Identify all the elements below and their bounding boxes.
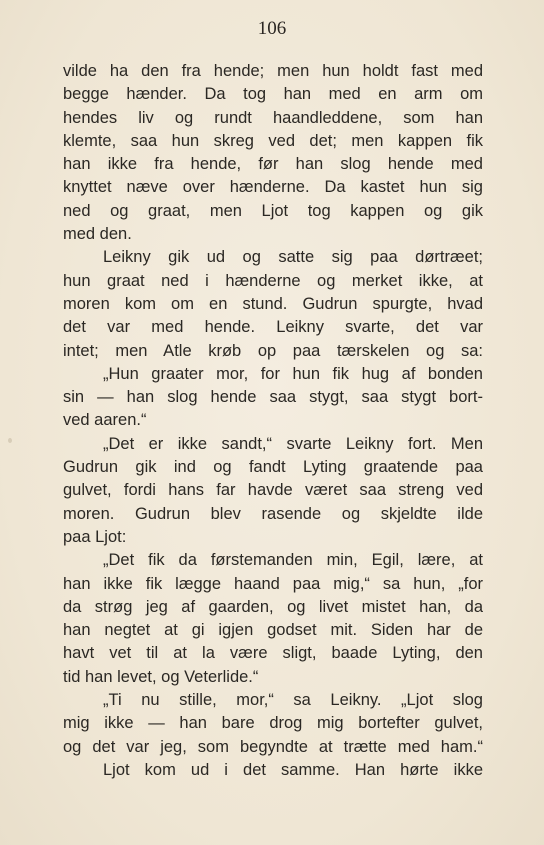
text-line: sin — han slog hende saa stygt, saa stygt bort- <box>63 388 483 407</box>
text-line: ned og graat, men Ljot tog kappen og gik <box>63 201 483 220</box>
text-line: hendes liv og rundt haandleddene, som han <box>63 108 483 127</box>
paper-speck <box>8 438 12 443</box>
page-number: 106 <box>257 18 287 39</box>
text-line: vilde ha den fra hende; men hun holdt fast med <box>63 62 483 80</box>
text-line: tid han levet, og Veterlide.“ <box>63 667 259 686</box>
text-line: Gudrun gik ind og fandt Lyting graatende paa <box>63 458 483 477</box>
text-line: han ikke fra hende, før han slog hende med <box>63 155 483 174</box>
text-line: da strøg jeg af gaarden, og livet mistet han, da <box>63 597 483 616</box>
text-line: gulvet, fordi hans far havde været saa streng ved <box>63 481 483 500</box>
text-line: „Ti nu stille, mor,“ sa Leikny. „Ljot slog <box>103 691 483 710</box>
text-line: med den. <box>63 225 132 244</box>
text-line: moren kom om en stund. Gudrun spurgte, hvad <box>63 294 483 313</box>
text-line: mig ikke — han bare drog mig bortefter gulvet, <box>63 714 483 733</box>
text-line: Ljot kom ud i det samme. Han hørte ikke <box>103 760 483 779</box>
text-line: Leikny gik ud og satte sig paa dørtræet; <box>103 248 483 267</box>
text-line: moren. Gudrun blev rasende og skjeldte ilde <box>63 504 483 523</box>
body-text <box>63 60 483 782</box>
text-line: „Det er ikke sandt,“ svarte Leikny fort. Men <box>103 434 483 453</box>
text-line: „Det fik da førstemanden min, Egil, lære, at <box>103 551 483 570</box>
text-line: hun graat ned i hænderne og merket ikke, at <box>63 271 483 290</box>
text-line: begge hænder. Da tog han med en arm om <box>63 85 483 104</box>
text-line: paa Ljot: <box>63 527 127 546</box>
text-line: og det var jeg, som begyndte at trætte med ham.“ <box>63 737 483 756</box>
text-line: det var med hende. Leikny svarte, det var <box>63 318 483 337</box>
text-line: intet; men Atle krøb op paa tærskelen og sa: <box>63 341 483 360</box>
text-line: „Hun graater mor, for hun fik hug af bonden <box>103 364 483 383</box>
text-line: havt vet til at la være sligt, baade Lyting, den <box>63 644 483 663</box>
text-line: knyttet næve over hænderne. Da kastet hun sig <box>63 178 483 197</box>
text-line: ved aaren.“ <box>63 411 147 430</box>
text-line: han negtet at gi igjen godset mit. Siden har de <box>63 621 483 640</box>
text-line: klemte, saa hun skreg ved det; men kappen fik <box>63 131 483 150</box>
text-line: han ikke fik lægge haand paa mig,“ sa hun, „for <box>63 574 483 593</box>
